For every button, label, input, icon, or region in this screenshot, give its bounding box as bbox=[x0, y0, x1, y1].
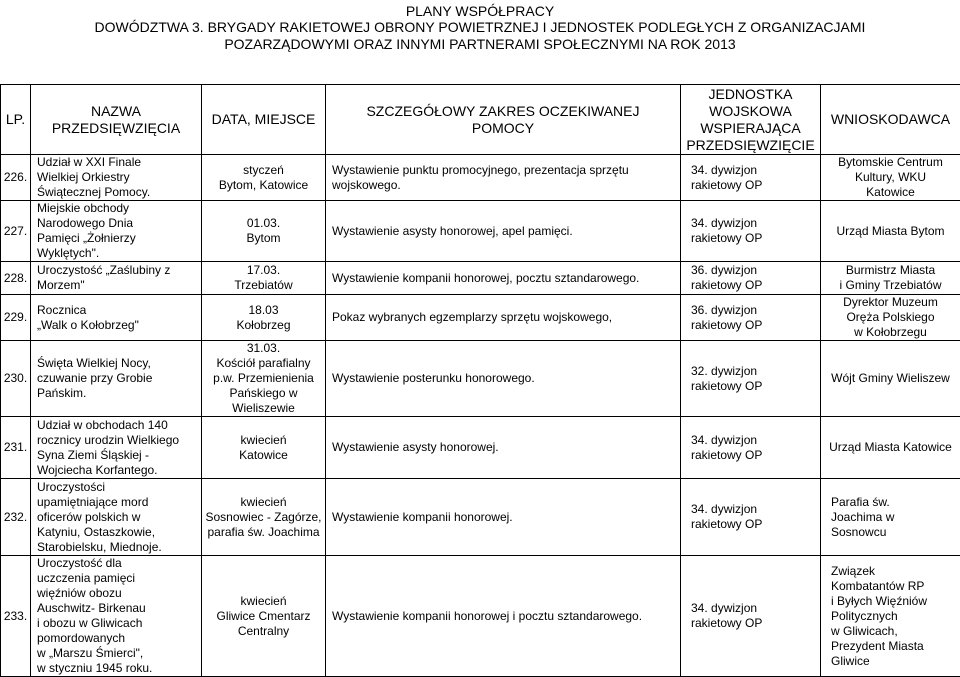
row-name: Święta Wielkiej Nocy, czuwanie przy Grobie Pańskim. bbox=[31, 341, 202, 417]
document-subtitle-line-1: DOWÓDZTWA 3. BRYGADY RAKIETOWEJ OBRONY POWIETRZNEJ I JEDNOSTEK PODLEGŁYCH Z ORGANIZACJAMI bbox=[0, 19, 960, 36]
row-name: Miejskie obchody Narodowego Dnia Pamięci „Żołnierzy Wyklętych". bbox=[31, 201, 202, 262]
row-lp: 232. bbox=[1, 479, 31, 556]
table-row bbox=[1, 155, 960, 201]
column-header-applicant: WNIOSKODAWCA bbox=[821, 85, 960, 155]
table-row bbox=[1, 295, 960, 341]
row-scope: Wystawienie posterunku honorowego. bbox=[326, 341, 681, 417]
row-scope: Pokaz wybranych egzemplarzy sprzętu wojskowego, bbox=[326, 295, 681, 341]
row-scope: Wystawienie asysty honorowej, apel pamięci. bbox=[326, 201, 681, 262]
document-header bbox=[0, 0, 960, 57]
row-applicant: Parafia św. Joachima w Sosnowcu bbox=[821, 479, 960, 556]
row-applicant: Dyrektor Muzeum Oręża Polskiego w Kołobrzegu bbox=[821, 295, 960, 341]
row-lp: 231. bbox=[1, 417, 31, 479]
row-unit: 36. dywizjon rakietowy OP bbox=[681, 295, 821, 341]
table-row bbox=[1, 479, 960, 556]
row-date: kwiecień Gliwice Cmentarz Centralny bbox=[202, 556, 326, 677]
document-subtitle-line-2: POZARZĄDOWYMI ORAZ INNYMI PARTNERAMI SPOŁECZNYMI NA ROK 2013 bbox=[0, 36, 960, 53]
column-header-unit: JEDNOSTKA WOJSKOWA WSPIERAJĄCA PRZEDSIĘWZIĘCIE bbox=[681, 85, 821, 155]
column-header-name: NAZWA PRZEDSIĘWZIĘCIA bbox=[31, 85, 202, 155]
row-unit: 34. dywizjon rakietowy OP bbox=[681, 479, 821, 556]
row-applicant: Związek Kombatantów RP i Byłych Więźniów Politycznych w Gliwicach, Prezydent Miasta Gliwice bbox=[821, 556, 960, 677]
row-unit: 32. dywizjon rakietowy OP bbox=[681, 341, 821, 417]
row-unit: 34. dywizjon rakietowy OP bbox=[681, 417, 821, 479]
column-header-lp: LP. bbox=[1, 85, 31, 155]
row-date: 17.03. Trzebiatów bbox=[202, 262, 326, 295]
header-spacer bbox=[0, 57, 960, 84]
row-unit: 34. dywizjon rakietowy OP bbox=[681, 201, 821, 262]
table-row bbox=[1, 417, 960, 479]
row-scope: Wystawienie kompanii honorowej, pocztu sztandarowego. bbox=[326, 262, 681, 295]
row-applicant: Urząd Miasta Bytom bbox=[821, 201, 960, 262]
row-applicant: Urząd Miasta Katowice bbox=[821, 417, 960, 479]
row-lp: 230. bbox=[1, 341, 31, 417]
row-applicant: Wójt Gminy Wieliszew bbox=[821, 341, 960, 417]
row-name: Rocznica „Walk o Kołobrzeg" bbox=[31, 295, 202, 341]
row-applicant: Burmistrz Miasta i Gminy Trzebiatów bbox=[821, 262, 960, 295]
row-name: Uroczystość „Zaślubiny z Morzem" bbox=[31, 262, 202, 295]
row-scope: Wystawienie kompanii honorowej. bbox=[326, 479, 681, 556]
table-row bbox=[1, 556, 960, 677]
column-header-scope: SZCZEGÓŁOWY ZAKRES OCZEKIWANEJ POMOCY bbox=[326, 85, 681, 155]
table-header-row bbox=[1, 85, 960, 155]
row-lp: 227. bbox=[1, 201, 31, 262]
row-lp: 229. bbox=[1, 295, 31, 341]
row-date: kwiecień Sosnowiec - Zagórze, parafia św. Joachima bbox=[202, 479, 326, 556]
cooperation-plan-table bbox=[0, 84, 960, 677]
row-applicant: Bytomskie Centrum Kultury, WKU Katowice bbox=[821, 155, 960, 201]
row-date: 18.03 Kołobrzeg bbox=[202, 295, 326, 341]
row-scope: Wystawienie punktu promocyjnego, prezentacja sprzętu wojskowego. bbox=[326, 155, 681, 201]
row-name: Udział w obchodach 140 rocznicy urodzin Wielkiego Syna Ziemi Śląskiej - Wojciecha Korfantego. bbox=[31, 417, 202, 479]
row-scope: Wystawienie asysty honorowej. bbox=[326, 417, 681, 479]
row-unit: 36. dywizjon rakietowy OP bbox=[681, 262, 821, 295]
row-name: Uroczystość dla uczczenia pamięci więźniów obozu Auschwitz- Birkenau i obozu w Gliwicach pomordowanych w „Marszu Śmierci", w styczniu 1945 roku. bbox=[31, 556, 202, 677]
row-date: styczeń Bytom, Katowice bbox=[202, 155, 326, 201]
column-header-date: DATA, MIEJSCE bbox=[202, 85, 326, 155]
row-unit: 34. dywizjon rakietowy OP bbox=[681, 556, 821, 677]
document-title: PLANY WSPÓŁPRACY bbox=[0, 3, 960, 19]
table-row bbox=[1, 262, 960, 295]
table-row bbox=[1, 341, 960, 417]
row-lp: 233. bbox=[1, 556, 31, 677]
row-lp: 226. bbox=[1, 155, 31, 201]
row-lp: 228. bbox=[1, 262, 31, 295]
table-row bbox=[1, 201, 960, 262]
row-scope: Wystawienie kompanii honorowej i pocztu sztandarowego. bbox=[326, 556, 681, 677]
row-date: 01.03. Bytom bbox=[202, 201, 326, 262]
row-name: Uroczystości upamiętniające mord oficerów polskich w Katyniu, Ostaszkowie, Starobielsku, Miednoje. bbox=[31, 479, 202, 556]
row-date: 31.03. Kościół parafialny p.w. Przemienienia Pańskiego w Wieliszewie bbox=[202, 341, 326, 417]
row-name: Udział w XXI Finale Wielkiej Orkiestry Świątecznej Pomocy. bbox=[31, 155, 202, 201]
row-date: kwiecień Katowice bbox=[202, 417, 326, 479]
row-unit: 34. dywizjon rakietowy OP bbox=[681, 155, 821, 201]
